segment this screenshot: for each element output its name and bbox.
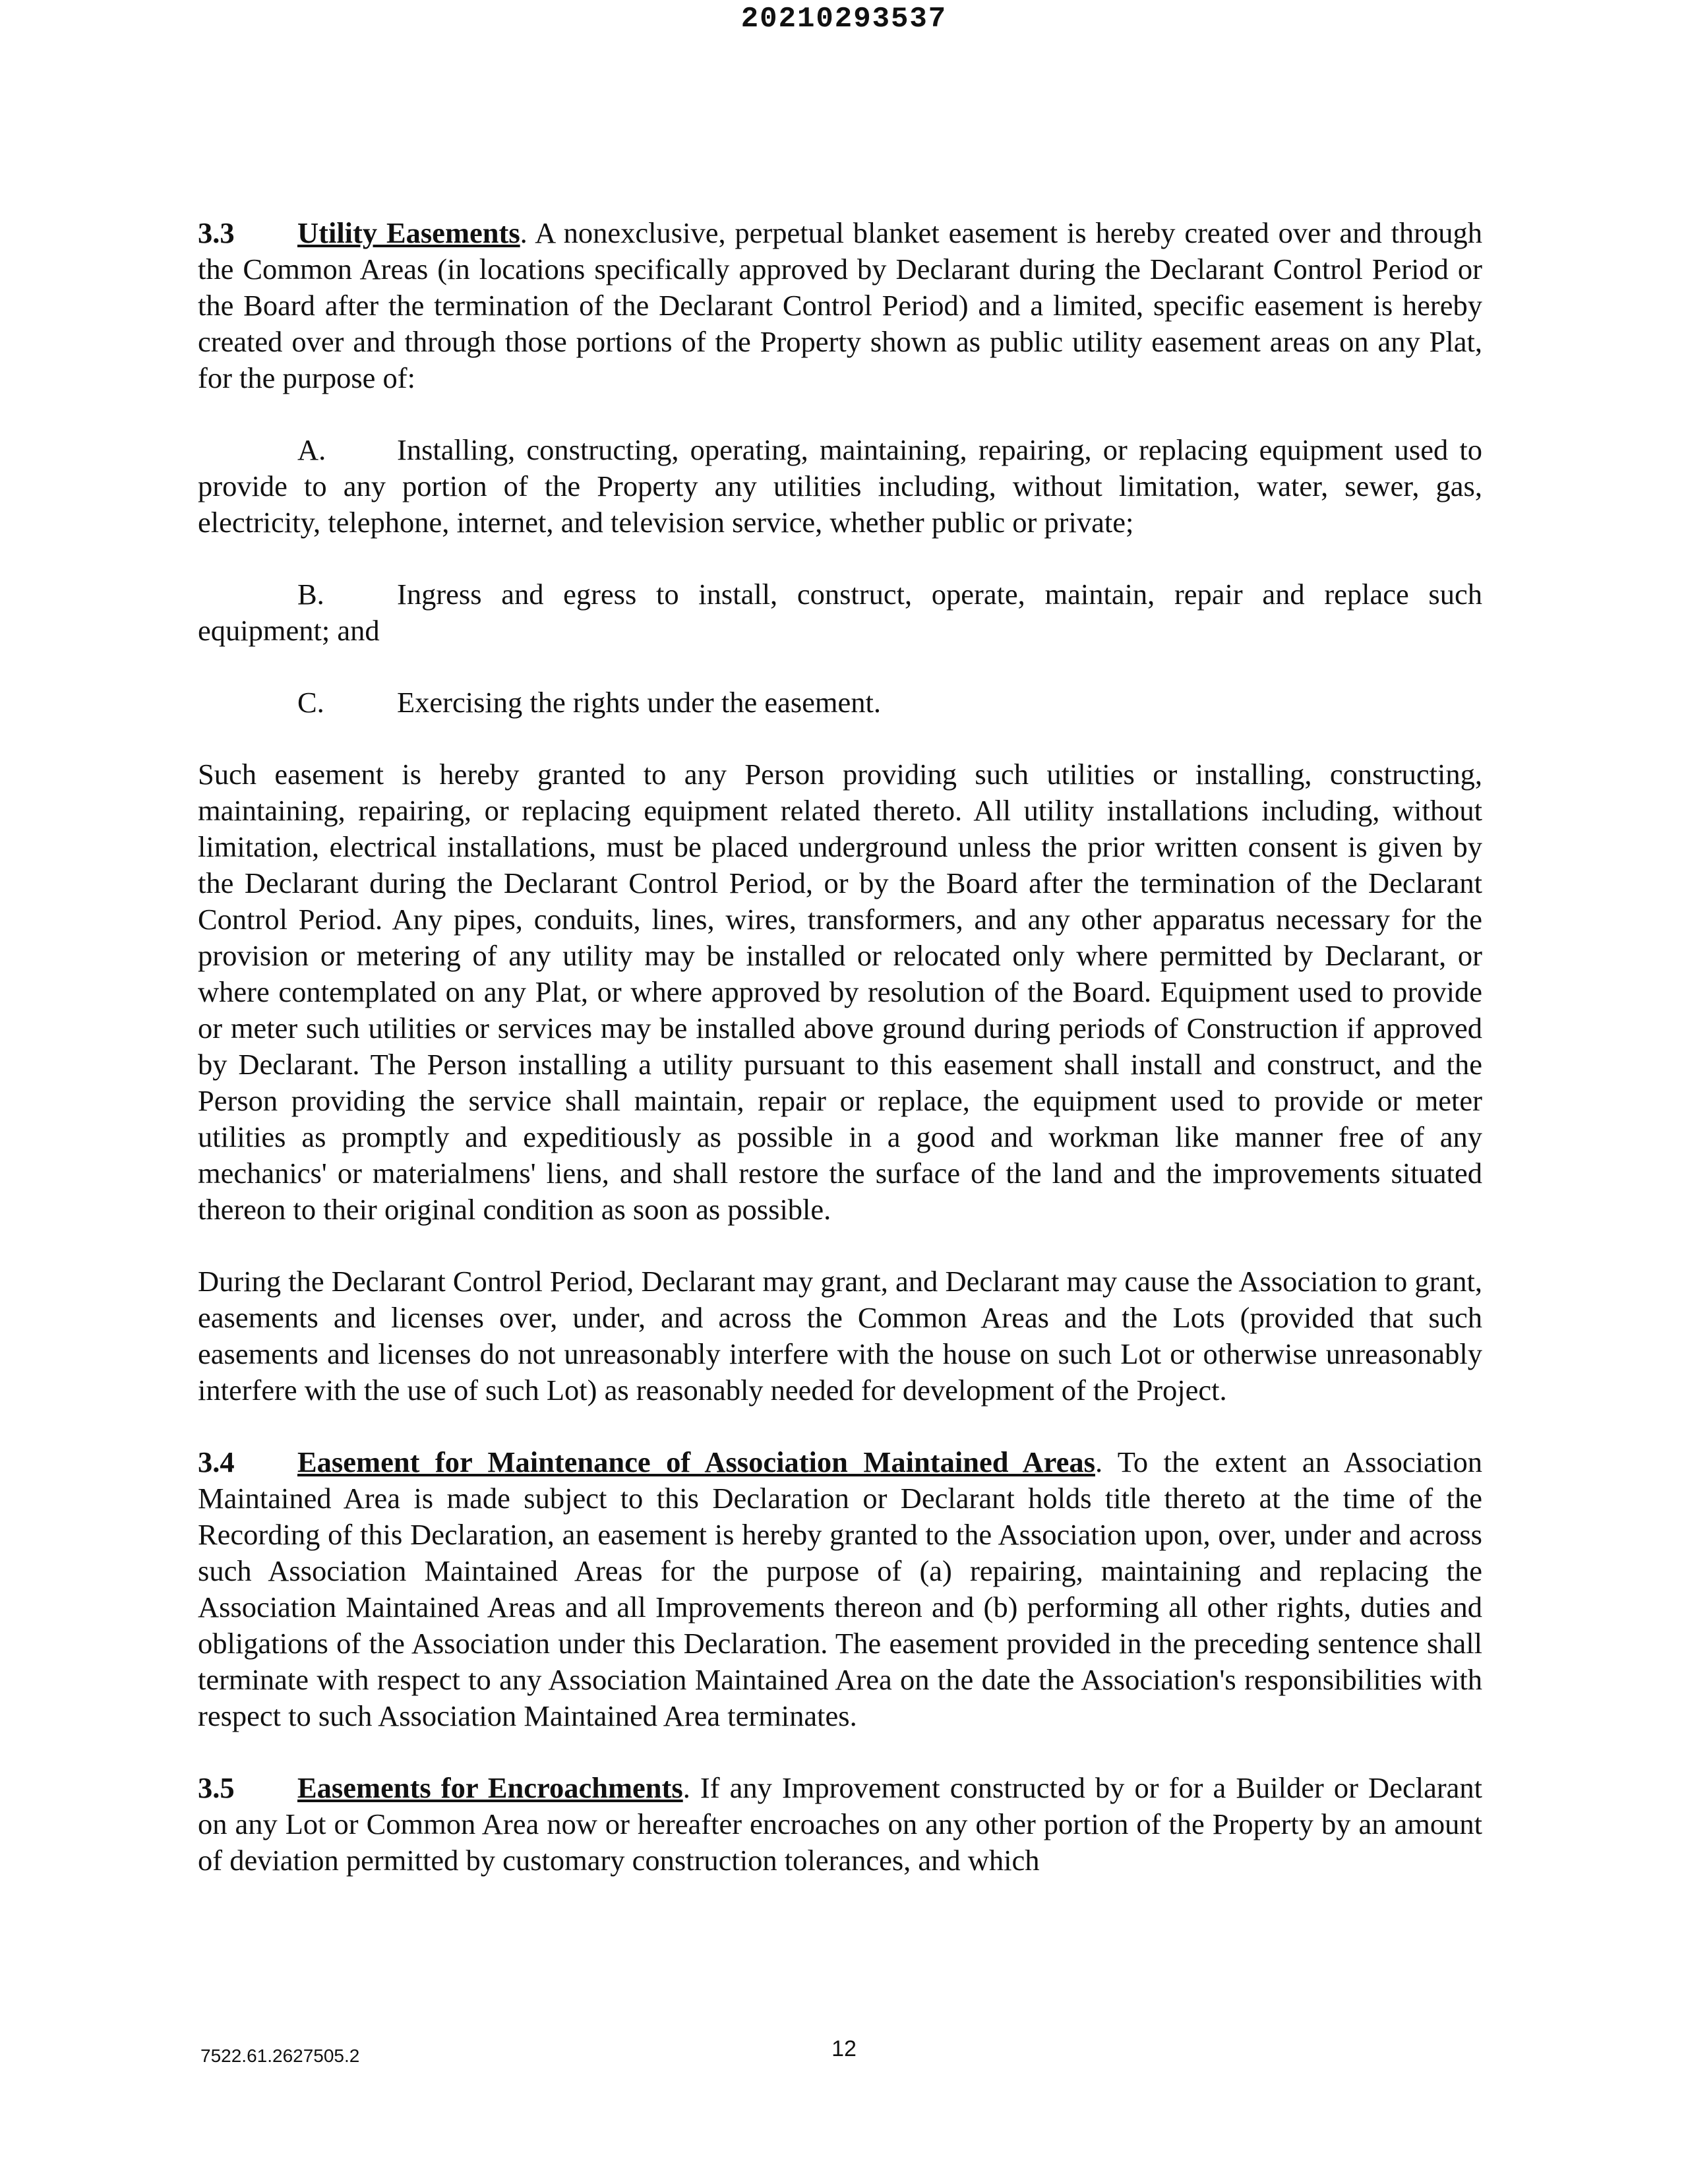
list-item-text: Ingress and egress to install, construct, operate, maintain, repair and replace such equipment; and	[198, 578, 1482, 647]
list-item-text: Exercising the rights under the easement.	[397, 686, 882, 719]
document-body	[198, 215, 1482, 1879]
list-item-text: Installing, constructing, operating, maintaining, repairing, or replacing equipment used to provide to any portion of the Property any utilities including, without limitation, water, sewer, gas, electricity, telephone, internet, and television service, whether public or private;	[198, 433, 1482, 539]
document-id: 7522.61.2627505.2	[200, 2046, 360, 2066]
recording-number: 20210293537	[740, 3, 948, 36]
list-item	[198, 432, 1482, 541]
list-item-letter: B.	[297, 578, 324, 611]
section-heading: Easement for Maintenance of Association Maintained Areas	[297, 1445, 1095, 1478]
section-text: . A nonexclusive, perpetual blanket easement is hereby created over and through the Common Areas (in locations specifically approved by Declarant during the Declarant Control Period or the Board after the termination of the Declarant Control Period) and a limited, specific easement is hereby created over and through those portions of the Property shown as public utility easement areas on any Plat, for the purpose of:	[198, 216, 1483, 394]
list-item	[198, 684, 1482, 721]
section-text: . To the extent an Association Maintained Area is made subject to this Declaration or Declarant holds title thereto at the time of the Recording of this Declaration, an easement is hereby granted to the Association upon, over, under and across such Association Maintained Areas for the purpose of (a) repairing, maintaining and replacing the Association Maintained Areas and all Improvements thereon and (b) performing all other rights, duties and obligations of the Association under this Declaration. The easement provided in the preceding sentence shall terminate with respect to any Association Maintained Area on the date the Association's responsibilities with respect to such Association Maintained Area terminates.	[198, 1445, 1483, 1732]
list-item-letter: C.	[297, 686, 324, 719]
section-3-5	[198, 1770, 1482, 1879]
body-paragraph: Such easement is hereby granted to any Person providing such utilities or installing, constructing, maintaining, repairing, or replacing equipment related thereto. All utility installations including, without limitation, electrical installations, must be placed underground unless the prior written consent is given by the Declarant during the Declarant Control Period, or by the Board after the termination of the Declarant Control Period. Any pipes, conduits, lines, wires, transformers, and any other apparatus necessary for the provision or metering of any utility may be installed or relocated only where permitted by Declarant, or where contemplated on any Plat, or where approved by resolution of the Board. Equipment used to provide or meter such utilities or services may be installed above ground during periods of Construction if approved by Declarant. The Person installing a utility pursuant to this easement shall install and construct, and the Person providing the service shall maintain, repair or replace, the equipment used to provide or meter utilities as promptly and expeditiously as possible in a good and workman like manner free of any mechanics' or materialmens' liens, and shall restore the surface of the land and the improvements situated thereon to their original condition as soon as possible.	[198, 758, 1482, 1226]
body-paragraph: During the Declarant Control Period, Declarant may grant, and Declarant may cause the Association to grant, easements and licenses over, under, and across the Common Areas and the Lots (provided that such easements and licenses do not unreasonably interfere with the house on such Lot or otherwise unreasonably interfere with the use of such Lot) as reasonably needed for development of the Project.	[198, 1265, 1482, 1407]
page-number: 12	[831, 2036, 857, 2061]
list-item	[198, 576, 1482, 649]
section-number: 3.4	[198, 1445, 235, 1478]
section-text: . If any Improvement constructed by or for a Builder or Declarant on any Lot or Common Area now or hereafter encroaches on any other portion of the Property by an amount of deviation permitted by customary construction tolerances, and which	[198, 1771, 1482, 1877]
section-3-3-intro	[198, 215, 1482, 396]
section-number: 3.5	[198, 1771, 235, 1804]
section-heading: Utility Easements	[297, 216, 520, 249]
section-heading: Easements for Encroachments	[297, 1771, 683, 1804]
section-number: 3.3	[198, 216, 235, 249]
list-item-letter: A.	[297, 433, 326, 466]
section-3-4	[198, 1444, 1482, 1734]
